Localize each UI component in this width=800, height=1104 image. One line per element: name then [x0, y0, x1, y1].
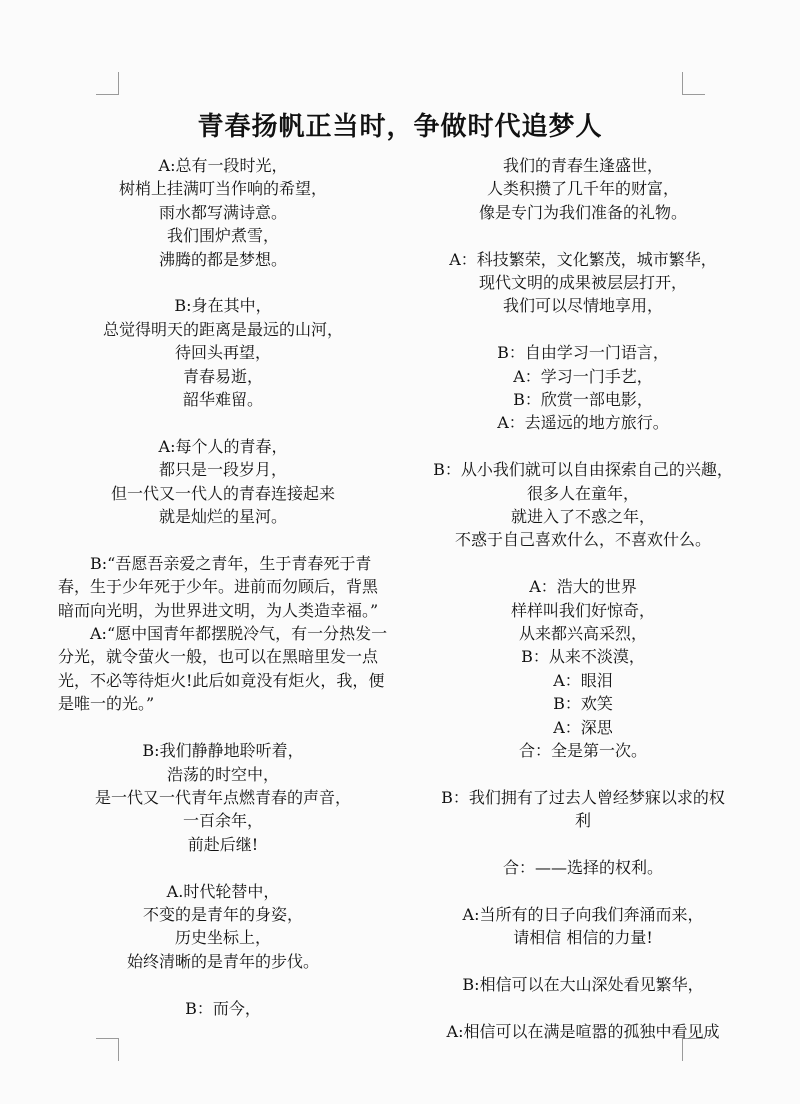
poem-line: B：欣赏一部电影， [513, 390, 653, 410]
poem-line: 树梢上挂满叮当作响的希望， [118, 179, 327, 199]
stanza [408, 973, 758, 996]
poem-line: B：从来不淡漠， [521, 647, 645, 667]
poem-line: 样样叫我们好惊奇， [510, 600, 655, 620]
stanza [408, 786, 758, 833]
poem-line: B:我们静静地聆听着， [142, 741, 304, 761]
poem-line: 就是灿烂的星河。 [158, 507, 287, 527]
stanza [408, 458, 758, 552]
stanza [408, 575, 758, 762]
crop-mark-top-right [682, 72, 705, 95]
poem-line: 是一代又一代青年点燃青春的声音， [94, 787, 351, 807]
poem-line: 请相信 相信的力量! [513, 928, 653, 948]
poem-line: A：眼泪 [553, 670, 613, 690]
poem-line: A：科技繁荣，文化繁茂，城市繁华， [449, 249, 717, 269]
poem-line: 我们可以尽情地享用， [502, 296, 663, 316]
poem-line: 一百余年， [182, 811, 263, 831]
document-title: 青春扬帆正当时，争做时代追梦人 [197, 112, 603, 142]
poem-line: 就进入了不惑之年， [510, 507, 655, 527]
poem-line: 浩荡的时空中， [166, 764, 279, 784]
poem-line: 都只是一段岁月， [158, 460, 287, 480]
poem-line: A.时代轮替中， [166, 881, 280, 901]
poem-line: A：深思 [553, 717, 613, 737]
poem-line: 历史坐标上， [174, 928, 271, 948]
poem-line: B:相信可以在大山深处看见繁华， [462, 975, 704, 995]
poem-line: 总觉得明天的距离是最远的山河， [102, 319, 343, 339]
poem-line: 从来都兴高采烈， [518, 624, 647, 644]
poem-line: B：我们拥有了过去人曾经梦寐以求的权 [441, 787, 725, 807]
stanza [58, 294, 388, 411]
quote-paragraph [58, 552, 388, 622]
poem-line: 利 [574, 811, 591, 831]
poem-line: 我们围炉煮雪， [166, 226, 279, 246]
poem-line: 很多人在童年， [526, 483, 639, 503]
poem-line: 不变的是青年的身姿， [142, 904, 303, 924]
poem-line: 像是专门为我们准备的礼物。 [478, 202, 687, 222]
quote-text: B:“吾愿吾亲爱之青年，生于青春死于青春，生于少年死于少年。进前而勿顾后，背黑暗而向光明，为世界进文明，为人类造幸福。” [58, 553, 379, 620]
poem-line: A:每个人的青春， [158, 436, 288, 456]
poem-line: 人类积攒了几千年的财富， [486, 179, 679, 199]
stanza [58, 739, 388, 856]
poem-line: A：浩大的世界 [529, 577, 637, 597]
quote-paragraph [58, 622, 388, 716]
quote-text: A:“愿中国青年都摆脱冷气，有一分热发一分光，就令萤火一般，也可以在黑暗里发一点光，不必等待炬火!此后如竟没有炬火，我，便是唯一的光。” [58, 624, 388, 714]
right-column [408, 154, 758, 1067]
poem-line: B：而今， [185, 998, 261, 1018]
poem-line: 始终清晰的是青年的步伐。 [126, 951, 319, 971]
stanza [408, 1020, 758, 1043]
poem-line: B：欢笑 [553, 694, 613, 714]
poem-line: A:相信可以在满是喧嚣的孤独中看见成 [446, 1021, 720, 1041]
poem-line: 我们的青春生逢盛世， [502, 156, 663, 175]
stanza [408, 856, 758, 879]
poem-line: 雨水都写满诗意。 [158, 202, 287, 222]
poem-line: B：自由学习一门语言， [497, 343, 669, 363]
poem-line: 但一代又一代人的青春连接起来 [110, 483, 335, 503]
stanza [408, 341, 758, 435]
poem-line: A：去遥远的地方旅行。 [497, 413, 669, 433]
poem-line: B:身在其中， [174, 296, 272, 316]
poem-line: 合：全是第一次。 [518, 741, 647, 761]
stanza [58, 154, 388, 271]
poem-line: A:总有一段时光， [158, 156, 288, 175]
stanza [408, 154, 758, 224]
poem-line: 不惑于自己喜欢什么，不喜欢什么。 [454, 530, 711, 550]
poem-line: 待回头再望， [174, 343, 271, 363]
poem-line: 前赴后继! [187, 834, 259, 854]
poem-line: 现代文明的成果被层层打开， [478, 273, 687, 293]
stanza [58, 435, 388, 529]
poem-line: B：从小我们就可以自由探索自己的兴趣， [433, 460, 733, 480]
stanza [408, 248, 758, 318]
stanza [58, 997, 388, 1020]
poem-line: A：学习一门手艺， [513, 366, 653, 386]
poem-line: 合：——选择的权利。 [502, 858, 663, 878]
crop-mark-top-left [96, 72, 119, 95]
stanza [58, 880, 388, 974]
poem-line: A:当所有的日子向我们奔涌而来， [462, 904, 704, 924]
poem-line: 青春易逝， [182, 366, 263, 386]
poem-line: 沸腾的都是梦想。 [158, 249, 287, 269]
poem-line: 韶华难留。 [182, 390, 263, 410]
stanza [408, 903, 758, 950]
left-column [58, 154, 388, 1043]
